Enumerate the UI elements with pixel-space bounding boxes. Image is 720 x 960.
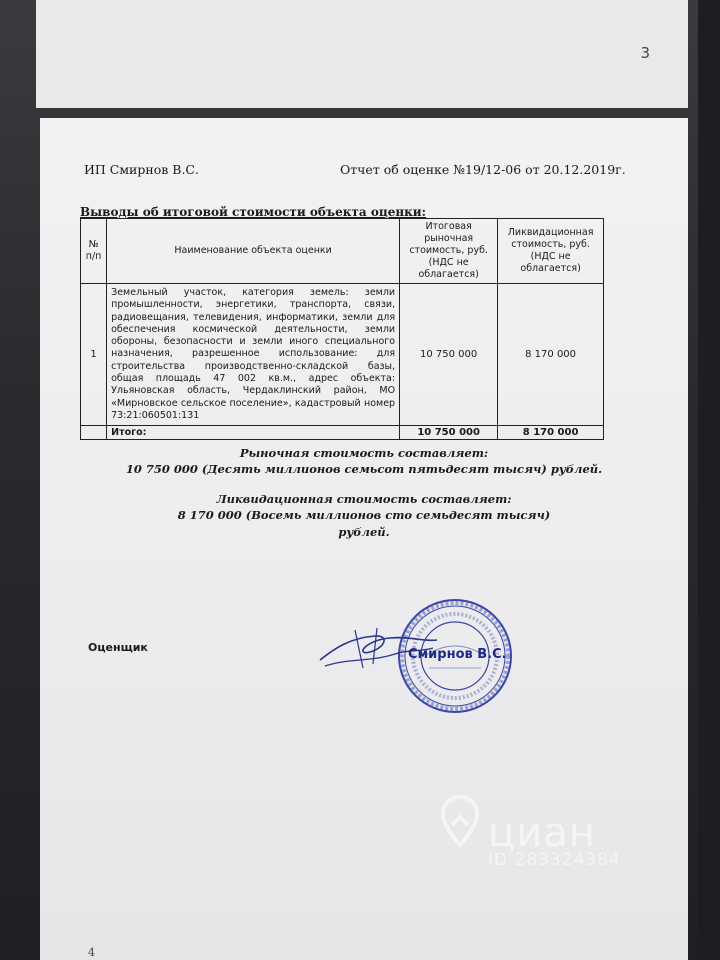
section-title: Выводы об итоговой стоимости объекта оценки: [80, 205, 427, 219]
header-market-value: Итоговая рыночная стоимость, руб. (НДС не облагается) [400, 219, 498, 284]
row-no: 1 [81, 284, 107, 426]
table-row [81, 284, 604, 426]
total-liquidation-value: 8 170 000 [498, 426, 604, 440]
header-name: Наименование объекта оценки [107, 219, 400, 284]
watermark-id: ID 283324384 [488, 850, 621, 870]
stamp-name: Смирнов В.С. [408, 647, 507, 662]
liquidation-value-text: 8 170 000 (Восемь миллионов сто семьдесят тысяч) [177, 508, 551, 522]
previous-page [36, 0, 688, 108]
page-number: 4 [88, 946, 95, 959]
watermark-brand: циан [488, 810, 596, 856]
market-value-heading: Рыночная стоимость составляет: [239, 446, 489, 460]
liquidation-value-text-end: рублей. [338, 525, 390, 539]
total-label: Итого: [107, 426, 400, 440]
header-report-ref: Отчет об оценке №19/12-06 от 20.12.2019г. [340, 162, 626, 177]
header-no: № п/п [81, 219, 107, 284]
row-market-value: 10 750 000 [400, 284, 498, 426]
total-market-value: 10 750 000 [400, 426, 498, 440]
appraiser-label: Оценщик [88, 641, 148, 654]
previous-page-number: 3 [640, 44, 650, 62]
liquidation-value-heading: Ликвидационная стоимость составляет: [216, 492, 512, 506]
row-liquidation-value: 8 170 000 [498, 284, 604, 426]
header-company: ИП Смирнов В.С. [84, 162, 199, 177]
table-total-row [81, 426, 604, 440]
total-empty-cell [81, 426, 107, 440]
valuation-table [80, 218, 604, 440]
table-header-row [81, 219, 604, 284]
row-description: Земельный участок, категория земель: земли промышленности, энергетики, транспорта, связи, радиовещания, телевидения, информатики, земли для обеспечения космической деятельности, земли обороны, безопасности и земли иного специального назначения, разрешенное использование: для строительства производственно-складской базы, общая площадь 47 002 кв.м., адрес объекта: Ульяновская область, Чердаклинский район, МО «Мирновское сельское поселение», кадастровый номер 73:21:060501:131 [107, 284, 400, 426]
header-liquidation-value: Ликвидационная стоимость, руб. (НДС не облагается) [498, 219, 604, 284]
screen-edge [698, 0, 720, 960]
location-pin-icon [440, 795, 480, 849]
market-value-text: 10 750 000 (Десять миллионов семьсот пятьдесят тысяч) рублей. [125, 462, 603, 476]
